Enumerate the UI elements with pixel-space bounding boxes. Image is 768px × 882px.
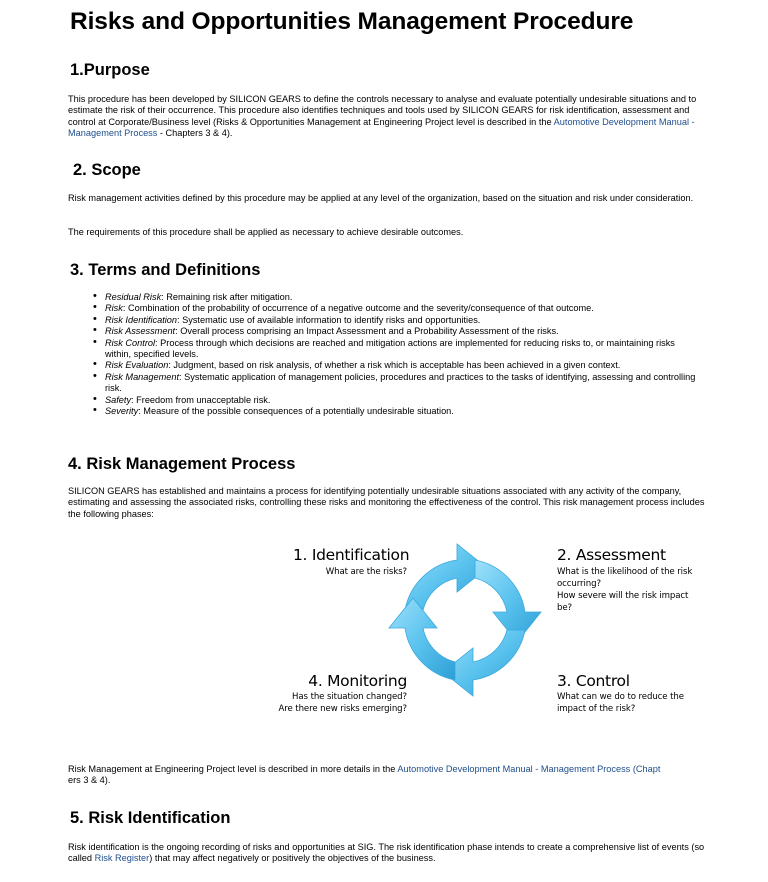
purpose-heading: 1.Purpose [70,61,150,79]
assessment-q1: What is the likelihood of the risk [557,567,693,577]
list-item [93,338,703,361]
terms-list [93,292,703,417]
purpose-text-after: - Chapters 3 & 4). [157,128,233,139]
term-name: Safety [105,394,132,405]
terms-heading: 3. Terms and Definitions [70,261,261,279]
after-text-2: ers 3 & 4). [68,775,111,786]
list-item [93,406,703,417]
list-item [93,315,703,326]
phase-identification-title: 1. Identification [293,546,410,564]
phase-identification-question: What are the risks? [325,567,407,577]
list-item [93,292,703,303]
after-link-tail: (Chapt [630,764,661,774]
scope-heading: 2. Scope [73,161,141,179]
assessment-q2: occurring? [557,579,601,589]
monitoring-q2: Are there new risks emerging? [278,704,407,714]
phase-assessment-questions [557,566,707,614]
process-paragraph: SILICON GEARS has established and maintains a process for identifying potentially undesirable situations associated with any activity of the company, estimating and assessing the associated risks, controlling these risks and monitoring the effectiveness of the control. This risk management process includes the following phases: [68,486,705,519]
list-item [93,326,703,337]
list-item [93,372,703,395]
term-name: Risk Evaluation [105,360,169,371]
term-name: Risk Control [105,337,156,348]
process-after-paragraph [68,764,708,787]
term-definition: : Process through which decisions are reached and mitigation actions are implemented for reducing risks to, or maintaining risks within, specified levels. [105,337,675,360]
scope-paragraph-1: Risk management activities defined by this procedure may be applied at any level of the organization, based on the situation and risk under consideration. [68,193,694,203]
assessment-q3: How severe will the risk impact [557,591,689,601]
term-name: Risk Assessment [105,326,176,337]
list-item [93,360,703,371]
assessment-q4: be? [557,603,573,613]
term-definition: : Systematic application of management policies, procedures and practices to the tasks of identifying, assessing and controlling risk. [105,371,696,394]
scope-paragraph-2: The requirements of this procedure shall be applied as necessary to achieve desirable outcomes. [68,227,464,237]
identification-paragraph [68,842,708,865]
control-q2: impact of the risk? [557,704,636,714]
term-name: Risk [105,303,123,314]
list-item [93,303,703,314]
phase-control-title: 3. Control [557,672,630,690]
term-definition: : Combination of the probability of occurrence of a negative outcome and the severity/consequence of that outcome. [122,303,594,314]
term-definition: : Measure of the possible consequences of a potentially undesirable situation. [138,406,454,417]
after-text: Risk Management at Engineering Project level is described in more details in the [68,764,398,774]
control-q1: What can we do to reduce the [557,692,684,702]
monitoring-q1: Has the situation changed? [292,692,407,702]
term-name: Severity [105,406,139,417]
phase-monitoring-questions [270,691,407,715]
term-definition: : Remaining risk after mitigation. [161,292,293,302]
automotive-manual-link-2[interactable]: Automotive Development Manual - Management Process [397,764,631,774]
identification-heading: 5. Risk Identification [70,809,231,827]
term-name: Risk Management [105,371,180,382]
term-definition: : Overall process comprising an Impact Assessment and a Probability Assessment of the risks. [175,326,559,337]
identification-text-after: ) that may affect negatively or positively the objectives of the business. [149,853,436,864]
phase-control-questions [557,691,707,715]
phase-monitoring-title: 4. Monitoring [308,672,407,690]
risk-register-link[interactable]: Risk Register [94,853,150,864]
page-title: Risks and Opportunities Management Procedure [70,8,634,35]
identification-text: Risk identification is the ongoing recording of risks and opportunities at SIG. The risk identification phase intends to create a comprehensive list of events (so called [68,842,705,864]
term-definition: : Systematic use of available information to identify risks and opportunities. [177,314,481,325]
term-definition: : Judgment, based on risk analysis, of whether a risk which is acceptable has been achieved in a given context. [168,360,621,371]
term-definition: : Freedom from unacceptable risk. [131,394,271,405]
term-name: Risk Identification [105,314,178,325]
phase-assessment-title: 2. Assessment [557,546,666,564]
purpose-paragraph [68,94,708,140]
automotive-manual-link[interactable]: Automotive Development Manual - Management Process [68,116,695,139]
list-item [93,395,703,406]
term-name: Residual Risk [105,292,162,302]
arrow-left [389,598,455,680]
risk-process-diagram [270,536,710,726]
process-heading: 4. Risk Management Process [68,455,296,473]
purpose-text: This procedure has been developed by SILICON GEARS to define the controls necessary to analyse and evaluate potentially undesirable situations and to estimate the risk of their occurrence. This procedure also identifies techniques and tools used by SILICON GEARS for risk identification, assessment and control at Corporate/Business level (Risks & Opportunities Management at Engineering Project level is described in the [68,94,697,127]
